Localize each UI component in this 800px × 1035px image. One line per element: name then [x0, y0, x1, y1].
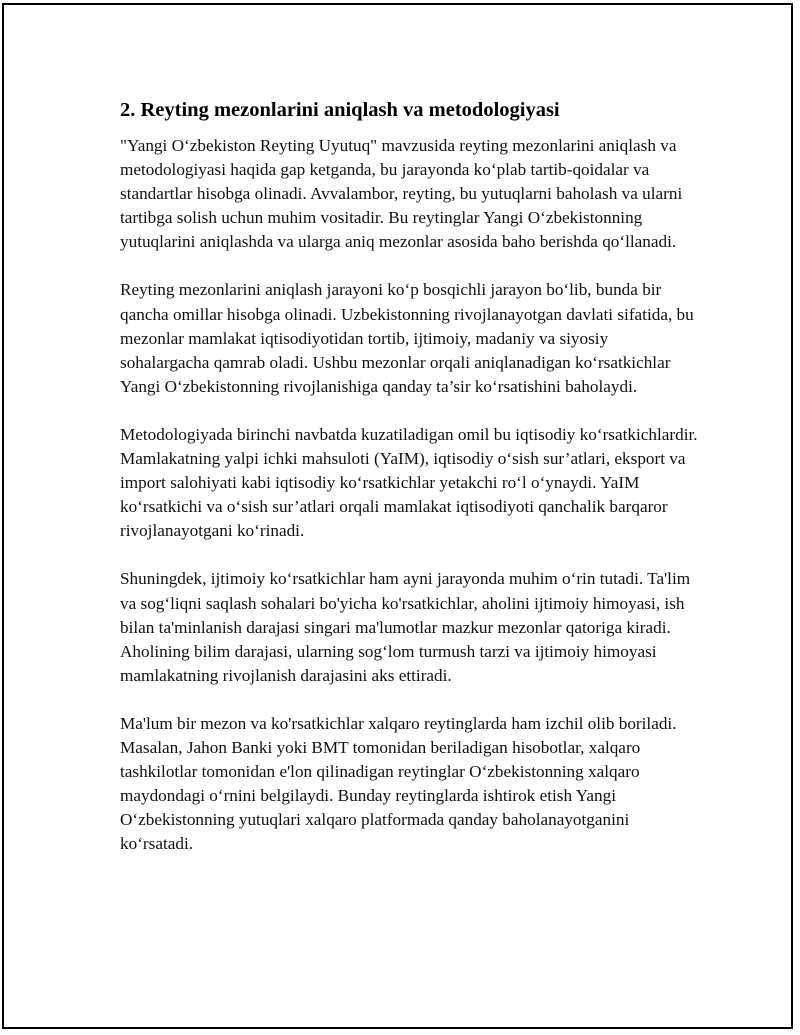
paragraph-intro: "Yangi O‘zbekiston Reyting Uyutuq" mavzusida reyting mezonlarini aniqlash va metodologiyasi haqida gap ketganda, bu jarayonda ko‘plab tartib-qoidalar va standartlar hisobga olinadi. Avvalambor, reyting, bu yutuqlarni baholash va ularni tartibga solish uchun muhim vositadir. Bu reytinglar Yangi O‘zbekistonning yutuqlarini aniqlashda va ularga aniq mezonlar asosida baho berishda qo‘llanadi. [120, 136, 683, 252]
paragraph-social-indicators: Shuningdek, ijtimoiy ko‘rsatkichlar ham ayni jarayonda muhim o‘rin tutadi. Ta'lim va sog‘liqni saqlash sohalari bo'yicha ko'rsatkichlar, aholini ijtimoiy himoyasi, ish bilan ta'minlanish darajasi singari ma'lumotlar mazkur mezonlar qatoriga kiradi. Aholining bilim darajasi, ularning sog‘lom turmush tarzi va ijtimoiy himoyasi mamlakatning rivojlanish darajasini aks ettiradi. [120, 569, 691, 685]
paragraph-economic-indicators: Metodologiyada birinchi navbatda kuzatiladigan omil bu iqtisodiy ko‘rsatkichlardir. Mamlakatning yalpi ichki mahsuloti (YaIM), iqtisodiy o‘sish sur’atlari, eksport va import salohiyati kabi iqtisodiy ko‘rsatkichlar yetakchi ro‘l o‘ynaydi. YaIM ko‘rsatkichi va o‘sish sur’atlari orqali mamlakat iqtisodiyoti qanchalik barqaror rivojlanayotgani ko‘rinadi. [120, 424, 698, 541]
paragraph-international-ratings: Ma'lum bir mezon va ko'rsatkichlar xalqaro reytinglarda ham izchil olib boriladi. Masalan, Jahon Banki yoki BMT tomonidan beriladigan hisobotlar, xalqaro tashkilotlar tomonidan e'lon qilinadigan reytinglar O‘zbekistonning xalqaro maydondagi o‘rnini belgilaydi. Bunday reytinglarda ishtirok etish Yangi O‘zbekistonning yutuqlari xalqaro platformada qanday baholanayotganini ko‘rsatadi. [120, 713, 677, 854]
document-page [2, 3, 793, 1029]
paragraph-criteria-process: Reyting mezonlarini aniqlash jarayoni ko‘p bosqichli jarayon bo‘lib, bunda bir qancha omillar hisobga olinadi. Uzbekistonning rivojlanayotgan davlati sifatida, bu mezonlar mamlakat iqtisodiyotidan tortib, ijtimoiy, madaniy va siyosiy sohalargacha qamrab oladi. Ushbu mezonlar orqali aniqlanadigan ko‘rsatkichlar Yangi O‘zbekistonning rivojlanishiga qanday ta’sir ko‘rsatishini baholaydi. [120, 280, 694, 396]
section-heading: 2. Reyting mezonlarini aniqlash va metodologiyasi [120, 99, 560, 121]
document-body [120, 96, 700, 880]
